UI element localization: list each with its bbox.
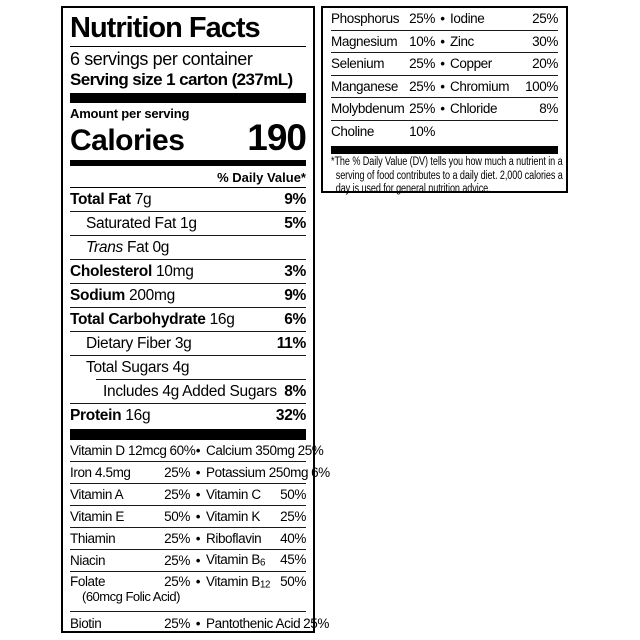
micronutrient-row <box>70 484 306 506</box>
panel-title: Nutrition Facts <box>70 8 306 47</box>
left-cell <box>331 124 435 139</box>
bullet-separator: • <box>440 101 445 117</box>
right-cell <box>206 552 306 569</box>
right-cell <box>206 531 306 546</box>
left-nutrient-pct: 25% <box>164 487 190 502</box>
micronutrient-row <box>331 98 558 121</box>
nutrient-daily-value: 8% <box>284 382 306 400</box>
nutrient-row <box>70 188 306 212</box>
divider-bar-right <box>331 146 558 154</box>
nutrient-name-bold: Total Carbohydrate <box>70 310 206 328</box>
left-nutrient-name: Vitamin A <box>70 487 124 502</box>
footnote-line: serving of food contributes to a daily diet. 2,000 calories a <box>335 169 563 182</box>
left-cell <box>70 443 196 458</box>
footnote-line: *The % Daily Value (DV) tells you how much a nutrient in a <box>331 156 563 168</box>
left-nutrient-name: Biotin <box>70 615 102 631</box>
calories-row <box>70 117 306 158</box>
calories-value: 190 <box>247 117 306 158</box>
left-nutrient-pct: 50% <box>164 509 190 524</box>
nutrient-row <box>70 236 306 260</box>
left-cell-line <box>70 465 190 480</box>
micronutrient-row <box>331 8 558 31</box>
left-nutrient-pct: 25% <box>409 11 435 27</box>
nutrient-name-bold: Cholesterol <box>70 262 152 280</box>
nutrient-name: Trans Fat 0g <box>86 238 170 256</box>
right-cell <box>206 572 306 591</box>
left-cell-line <box>70 553 190 568</box>
bullet-separator: • <box>440 56 445 72</box>
nutrient-name: Cholesterol 10mg <box>70 262 194 280</box>
left-cell <box>70 531 190 546</box>
bullet-separator: • <box>195 509 201 524</box>
bullet-separator: • <box>195 574 201 589</box>
nutrient-name-bold: Protein <box>70 407 122 424</box>
micronutrient-row <box>70 528 306 550</box>
micronutrient-table <box>70 440 330 634</box>
right-nutrient-pct: 25% <box>303 615 329 631</box>
right-nutrient-pct: 50% <box>280 574 306 589</box>
micronutrient-row <box>70 572 306 612</box>
right-nutrient-name: Chromium <box>450 78 510 94</box>
left-cell <box>331 11 435 26</box>
right-nutrient-pct: 20% <box>532 56 558 72</box>
right-nutrient-name: Calcium 350mg <box>206 443 295 458</box>
serving-size: Serving size 1 carton (237mL) <box>70 70 293 89</box>
servings-per-container: 6 servings per container <box>70 49 253 69</box>
right-cell <box>206 465 330 480</box>
vitamin-subscript: 12 <box>259 579 270 591</box>
amount-per-serving-label: Amount per serving <box>70 106 190 121</box>
left-cell <box>331 34 435 49</box>
left-cell-line <box>331 124 435 139</box>
left-cell <box>70 616 190 631</box>
right-cell <box>450 101 558 116</box>
bullet-separator: • <box>195 531 201 546</box>
divider-bar-big <box>70 429 306 440</box>
nutrient-name-bold: Sodium <box>70 286 126 304</box>
nutrient-daily-value: 5% <box>284 214 306 232</box>
left-cell-line <box>331 11 435 26</box>
left-nutrient-pct: 10% <box>409 124 435 140</box>
right-cell <box>450 79 558 94</box>
bullet-separator: • <box>195 615 201 631</box>
bullet-separator: • <box>195 443 201 458</box>
left-nutrient-name: Folate <box>70 574 106 589</box>
right-nutrient-name: Pantothenic Acid <box>206 615 301 631</box>
right-nutrient-pct: 50% <box>280 487 306 502</box>
nutrient-daily-value: 6% <box>284 310 306 328</box>
vitamin-subscript: 6 <box>259 557 265 569</box>
right-nutrient-name: Vitamin $B_{12}$ <box>206 574 270 591</box>
daily-value-footnote <box>331 156 563 197</box>
nutrient-daily-value: 9% <box>284 190 306 208</box>
bullet-separator: • <box>440 11 445 27</box>
left-nutrient-name: Vitamin D 12mcg <box>70 443 167 458</box>
left-nutrient-name: Choline <box>331 124 374 140</box>
micronutrient-row <box>70 462 330 484</box>
nutrient-row <box>70 380 306 404</box>
nutrient-daily-value: 9% <box>284 286 306 304</box>
right-nutrient-pct: 25% <box>280 509 306 524</box>
right-nutrient-name: Potassium 250mg <box>206 465 309 480</box>
bullet-separator: • <box>440 78 445 94</box>
right-cell <box>206 443 323 458</box>
left-nutrient-pct: 25% <box>409 56 435 72</box>
left-cell-line <box>331 56 435 71</box>
bullet-separator: • <box>195 465 201 480</box>
left-nutrient-name: Niacin <box>70 553 106 568</box>
micronutrient-row <box>331 121 558 144</box>
right-nutrient-pct: 45% <box>280 552 306 568</box>
left-cell <box>70 465 190 480</box>
left-nutrient-name: Thiamin <box>70 531 116 546</box>
left-nutrient-pct: 25% <box>164 531 190 546</box>
right-cell <box>206 509 306 524</box>
left-nutrient-pct: 60% <box>169 443 196 458</box>
right-nutrient-pct: 100% <box>525 78 558 94</box>
nutrition-facts-panel <box>61 6 330 633</box>
left-cell-line <box>70 574 190 589</box>
left-nutrient-pct: 10% <box>409 33 435 49</box>
nutrient-name: Protein 16g <box>70 407 151 424</box>
right-nutrient-pct: 40% <box>280 531 306 546</box>
left-cell-line <box>70 616 190 631</box>
micronutrient-row <box>331 31 558 54</box>
left-nutrient-name: Phosphorus <box>331 11 400 27</box>
right-cell <box>206 487 306 502</box>
right-nutrient-pct: 30% <box>532 33 558 49</box>
left-cell <box>331 56 435 71</box>
left-cell-line <box>331 101 435 116</box>
right-nutrient-name: Vitamin C <box>206 487 261 502</box>
nutrient-name: Includes 4g Added Sugars <box>103 382 277 400</box>
left-nutrient-note: (60mcg Folic Acid) <box>82 589 180 604</box>
right-cell <box>450 34 558 49</box>
left-cell <box>70 509 190 524</box>
nutrient-name: Total Sugars 4g <box>86 359 190 376</box>
minerals-panel <box>321 6 568 193</box>
nutrient-name: Saturated Fat 1g <box>86 214 197 232</box>
nutrient-daily-value: 32% <box>275 407 306 424</box>
nutrient-daily-value: 3% <box>284 262 306 280</box>
left-cell-line <box>331 34 435 49</box>
right-nutrient-pct: 8% <box>539 101 558 117</box>
nutrient-name: Total Carbohydrate 16g <box>70 310 235 328</box>
footnote-line: day is used for general nutrition advice. <box>335 183 491 195</box>
left-nutrient-name: Vitamin E <box>70 509 124 524</box>
right-nutrient-pct: 25% <box>297 443 324 458</box>
bullet-separator: • <box>195 553 201 568</box>
right-nutrient-pct: 6% <box>311 465 330 480</box>
micronutrient-row <box>331 76 558 99</box>
right-nutrient-name: Zinc <box>450 33 474 49</box>
left-nutrient-name: Selenium <box>331 56 385 72</box>
right-cell <box>450 11 558 26</box>
left-nutrient-pct: 25% <box>164 553 190 568</box>
bullet-separator: • <box>195 487 201 502</box>
right-nutrient-pct: 25% <box>532 11 558 27</box>
right-nutrient-name: Chloride <box>450 101 498 117</box>
nutrient-row <box>70 404 306 428</box>
nutrient-name: Dietary Fiber 3g <box>86 334 192 352</box>
micronutrient-row <box>70 550 306 572</box>
nutrient-row <box>70 332 306 356</box>
micronutrient-row <box>70 506 306 528</box>
left-nutrient-pct: 25% <box>164 615 190 631</box>
micronutrient-row <box>70 612 329 634</box>
micronutrient-row <box>70 440 324 462</box>
left-nutrient-name: Molybdenum <box>331 101 405 117</box>
right-cell <box>206 616 329 631</box>
nutrient-name-italic: Trans <box>86 238 123 256</box>
calories-label: Calories <box>70 124 185 157</box>
left-cell-line <box>331 79 435 94</box>
left-nutrient-pct: 25% <box>409 78 435 94</box>
left-nutrient-name: Iron 4.5mg <box>70 465 131 480</box>
right-nutrient-name: Iodine <box>450 11 485 27</box>
right-cell <box>450 56 558 71</box>
right-nutrient-name: Vitamin $B_6$ <box>206 552 265 569</box>
divider-bar-medium <box>70 160 306 166</box>
bullet-separator: • <box>440 33 445 49</box>
micronutrient-row <box>331 53 558 76</box>
nutrient-row <box>70 212 306 236</box>
nutrient-name-bold: Total Fat <box>70 190 131 208</box>
left-cell-line <box>70 487 190 502</box>
left-nutrient-name: Magnesium <box>331 33 398 49</box>
right-nutrient-name: Riboflavin <box>206 531 262 546</box>
left-cell <box>331 101 435 116</box>
left-cell <box>331 79 435 94</box>
left-cell <box>70 553 190 568</box>
nutrient-row <box>70 308 306 332</box>
nutrient-row <box>70 260 306 284</box>
right-nutrient-name: Copper <box>450 56 492 72</box>
divider-bar-thick <box>70 93 306 103</box>
left-nutrient-pct: 25% <box>164 465 190 480</box>
right-nutrient-name: Vitamin K <box>206 509 260 524</box>
nutrient-name: Total Fat 7g <box>70 190 152 208</box>
nutrient-name: Sodium 200mg <box>70 286 175 304</box>
left-cell-line <box>70 443 196 458</box>
minerals-table <box>331 8 558 143</box>
left-cell <box>70 487 190 502</box>
daily-value-header: % Daily Value* <box>70 168 306 188</box>
nutrient-table <box>70 188 306 428</box>
left-nutrient-name: Manganese <box>331 78 398 94</box>
left-nutrient-pct: 25% <box>409 101 435 117</box>
left-cell-line <box>70 509 190 524</box>
nutrient-row <box>70 284 306 308</box>
left-cell <box>70 572 190 604</box>
left-cell-line <box>70 531 190 546</box>
nutrient-row <box>70 356 306 380</box>
left-nutrient-pct: 25% <box>164 574 190 589</box>
nutrient-daily-value: 11% <box>276 334 306 352</box>
